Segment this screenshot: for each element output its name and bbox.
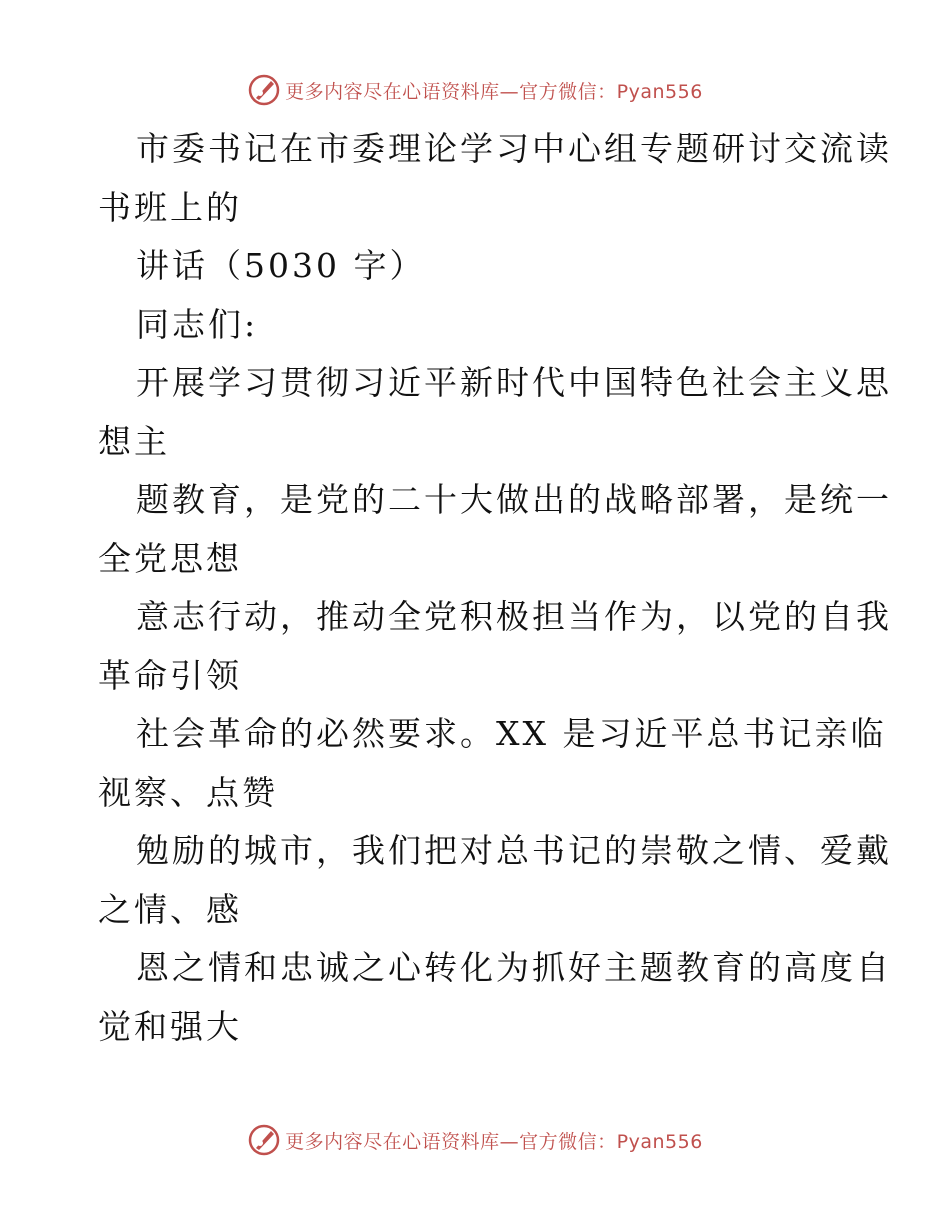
quill-circle-logo-icon (247, 73, 281, 107)
document-body (98, 120, 892, 1056)
text-line: 全党思想 (98, 538, 242, 578)
text-line: 同志们: (136, 304, 259, 344)
banner-text: 更多内容尽在心语资料库—官方微信：Pyan556 (285, 1130, 703, 1153)
text-line: 恩之情和忠诚之心转化为抓好主题教育的高度自 (136, 948, 892, 987)
text-line: 社会革命的必然要求。XX 是习近平总书记亲临 (136, 714, 887, 753)
text-line: 革命引领 (98, 655, 242, 695)
text-line: 开展学习贯彻习近平新时代中国特色社会主义思 (136, 363, 892, 402)
text-line: 勉励的城市，我们把对总书记的崇敬之情、爱戴 (136, 831, 892, 870)
text-line: 视察、点赞 (98, 772, 278, 812)
quill-circle-logo-icon (247, 1123, 281, 1157)
text-line: 之情、感 (98, 889, 242, 929)
text-line: 讲话（5030 字） (136, 246, 426, 285)
text-line: 觉和强大 (98, 1006, 242, 1046)
text-line: 意志行动，推动全党积极担当作为，以党的自我 (136, 597, 892, 636)
text-line: 题教育，是党的二十大做出的战略部署，是统一 (136, 480, 892, 519)
banner-text: 更多内容尽在心语资料库—官方微信：Pyan556 (285, 80, 703, 103)
header-banner (0, 70, 950, 110)
text-line: 市委书记在市委理论学习中心组专题研讨交流读 (136, 129, 892, 168)
text-line: 想主 (98, 421, 170, 461)
footer-banner (0, 1120, 950, 1160)
text-line: 书班上的 (98, 187, 242, 227)
